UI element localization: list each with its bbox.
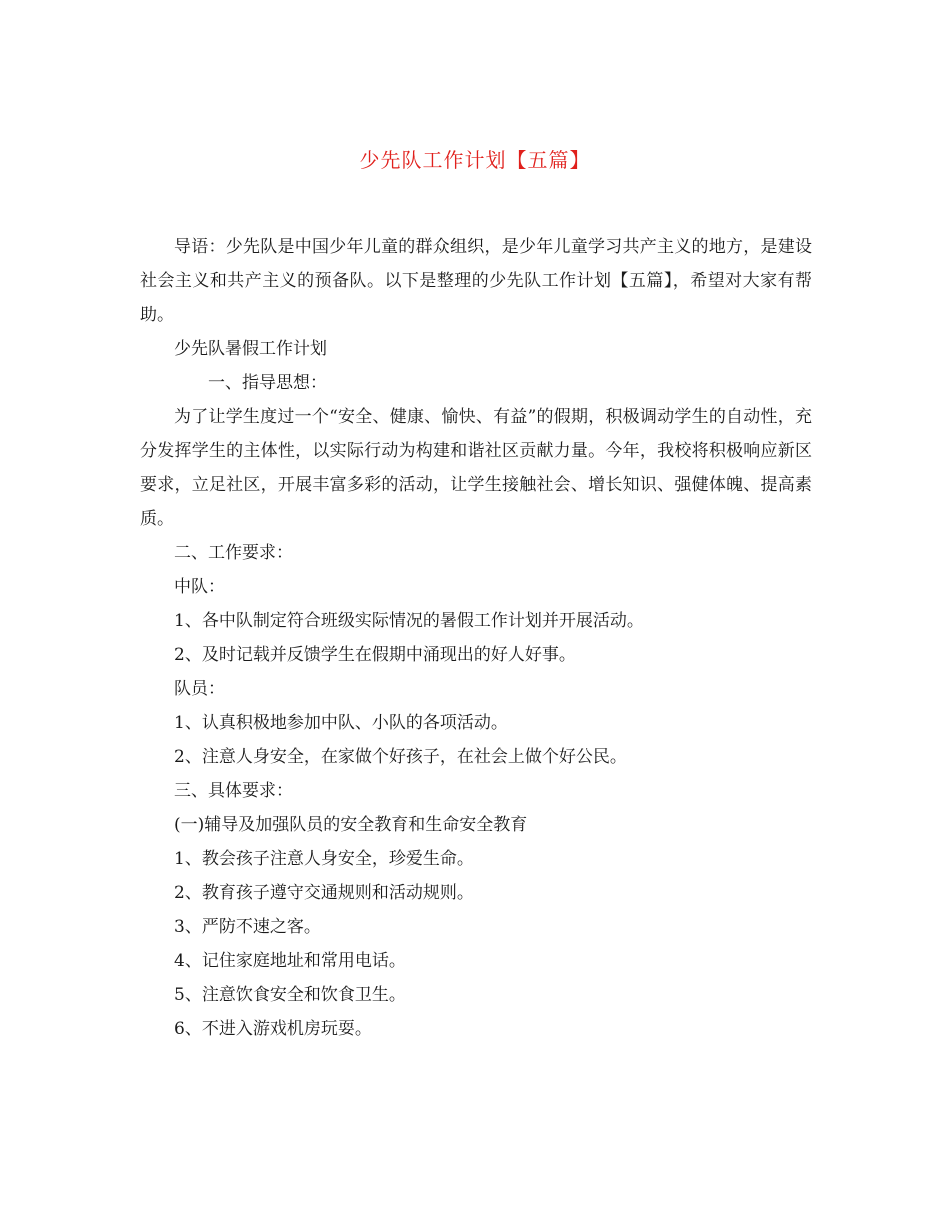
- heading-guiding-thought: 一、指导思想：: [208, 373, 327, 393]
- heading-work-requirements: 二、工作要求：: [174, 543, 293, 563]
- subheading-members: 队员：: [174, 679, 225, 699]
- list-item: 1、认真积极地参加中队、小队的各项活动。: [174, 713, 508, 733]
- intro-paragraph: 导语：少先队是中国少年儿童的群众组织，是少年儿童学习共产主义的地方，是建设社会主义和共产主义的预备队。以下是整理的少先队工作计划【五篇】，希望对大家有帮助。: [140, 237, 812, 325]
- document-body: [140, 230, 812, 1046]
- list-item: 5、注意饮食安全和饮食卫生。: [174, 985, 406, 1005]
- document-title: 少先队工作计划【五篇】: [359, 148, 591, 172]
- list-item: 1、各中队制定符合班级实际情况的暑假工作计划并开展活动。: [174, 611, 644, 631]
- list-item: 2、注意人身安全，在家做个好孩子，在社会上做个好公民。: [174, 747, 627, 767]
- list-item: 2、及时记载并反馈学生在假期中涌现出的好人好事。: [174, 645, 576, 665]
- subheading-safety-education: (一)辅导及加强队员的安全教育和生命安全教育: [174, 815, 528, 835]
- section-title: 少先队暑假工作计划: [174, 339, 327, 359]
- guiding-thought-paragraph: 为了让学生度过一个“安全、健康、愉快、有益”的假期，积极调动学生的自动性，充分发挥学生的主体性，以实际行动为构建和谐社区贡献力量。今年，我校将积极响应新区要求，立足社区，开展丰富多彩的活动，让学生接触社会、增长知识、强健体魄、提高素质。: [140, 407, 812, 529]
- list-item: 3、严防不速之客。: [174, 917, 321, 937]
- subheading-squadron: 中队：: [174, 577, 225, 597]
- list-item: 6、不进入游戏机房玩耍。: [174, 1019, 372, 1039]
- heading-specific-requirements: 三、具体要求：: [174, 781, 293, 801]
- list-item: 2、教育孩子遵守交通规则和活动规则。: [174, 883, 474, 903]
- list-item: 4、记住家庭地址和常用电话。: [174, 951, 406, 971]
- list-item: 1、教会孩子注意人身安全，珍爱生命。: [174, 849, 474, 869]
